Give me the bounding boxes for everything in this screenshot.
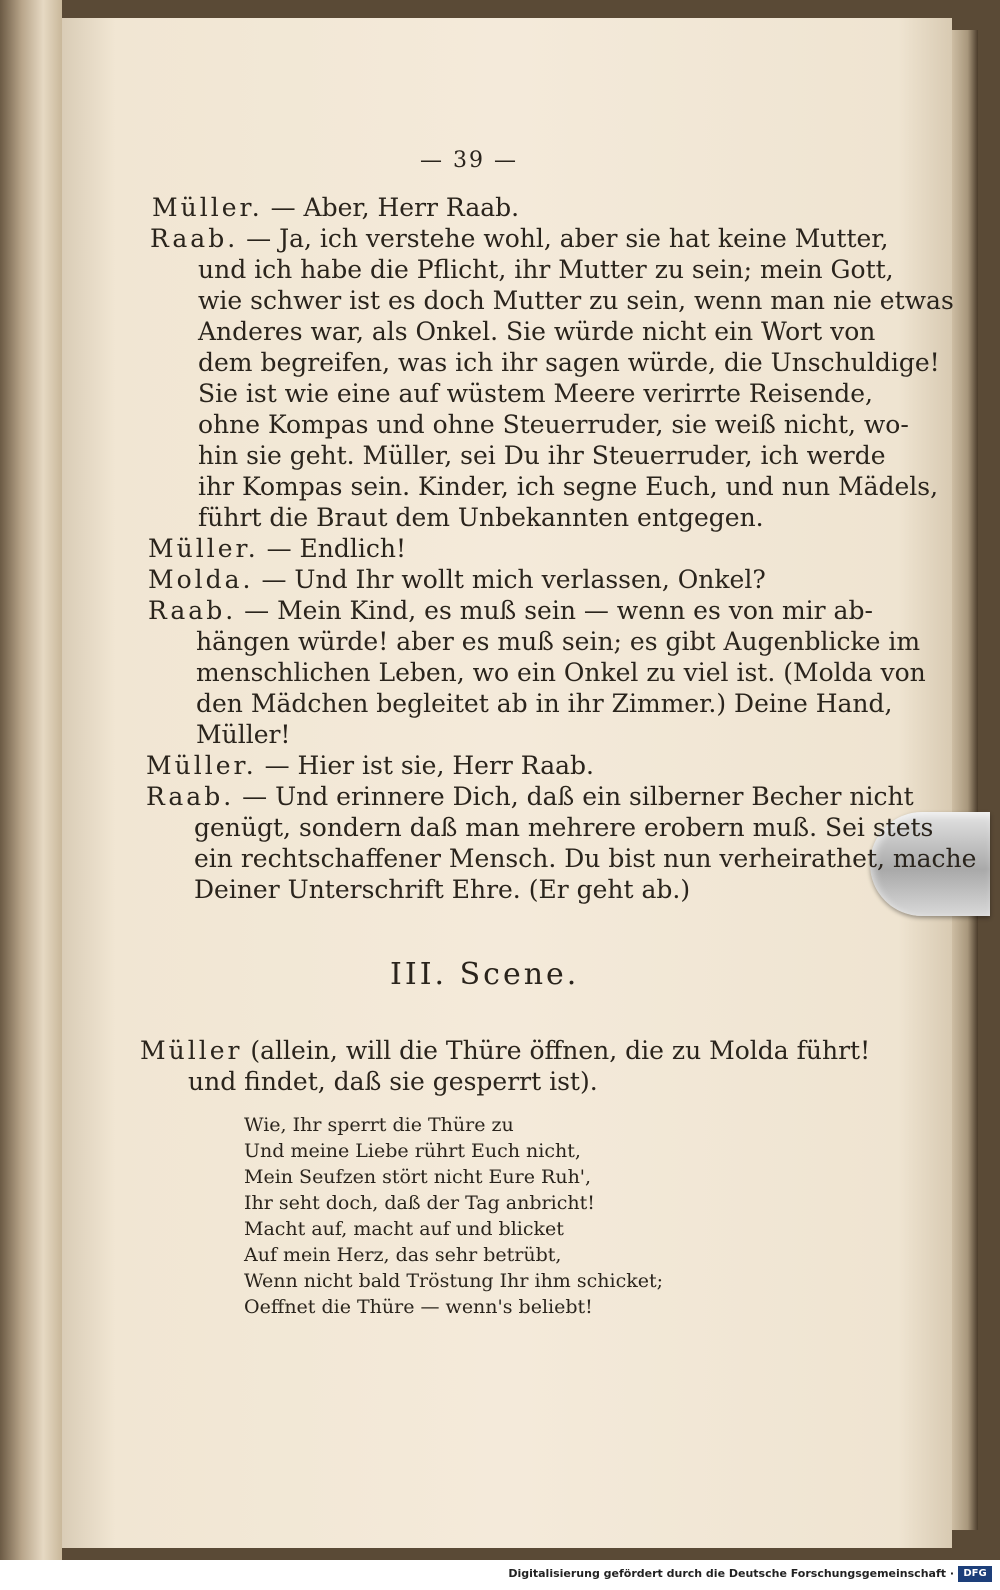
dialogue-line: Raab. — Und erinnere Dich, daß ein silberner Becher nicht (146, 782, 914, 811)
dialogue-line: Raab. — Mein Kind, es muß sein — wenn es von mir ab- (148, 596, 873, 625)
verse-line: Auf mein Herz, das sehr betrübt, (244, 1244, 562, 1266)
speaker-name: Müller. (148, 534, 259, 563)
text-line: hin sie geht. Müller, sei Du ihr Steuerruder, ich werde (198, 441, 886, 470)
dfg-logo[interactable]: DFG (958, 1566, 992, 1582)
stage-direction: Müller (allein, will die Thüre öffnen, die zu Molda führt! (140, 1036, 871, 1065)
text-line: den Mädchen begleitet ab in ihr Zimmer.) Deine Hand, (196, 689, 893, 718)
scene-heading: III. Scene. (390, 957, 580, 992)
dialogue-line: Raab. — Ja, ich verstehe wohl, aber sie hat keine Mutter, (150, 224, 889, 253)
text-line: ein rechtschaffener Mensch. Du bist nun verheirathet, mache (194, 844, 977, 873)
verse-line: Wie, Ihr sperrt die Thüre zu (244, 1114, 514, 1136)
text-line: menschlichen Leben, wo ein Onkel zu viel ist. (Molda von (196, 658, 926, 687)
dialogue-line: Müller. — Hier ist sie, Herr Raab. (146, 751, 594, 780)
text-line: führt die Braut dem Unbekannten entgegen. (198, 503, 764, 532)
text-line: genügt, sondern daß man mehrere erobern muß. Sei stets (194, 813, 934, 842)
speaker-name: Müller. (146, 751, 257, 780)
text-line: hängen würde! aber es muß sein; es gibt Augenblicke im (196, 627, 921, 656)
verse-line: Oeffnet die Thüre — wenn's beliebt! (244, 1296, 593, 1318)
dialogue-line: Müller. — Endlich! (148, 534, 407, 563)
dialogue-line: Müller. — Aber, Herr Raab. (152, 193, 520, 222)
text-line: wie schwer ist es doch Mutter zu sein, wenn man nie etwas (198, 286, 954, 315)
text-line: dem begreifen, was ich ihr sagen würde, die Unschuldige! (198, 348, 940, 377)
text-line: Deiner Unterschrift Ehre. (Er geht ab.) (194, 875, 691, 904)
page-number: — 39 — (420, 148, 518, 173)
stage-direction: und findet, daß sie gesperrt ist). (188, 1067, 598, 1096)
speaker-name: Raab. (148, 596, 237, 625)
text-line: ohne Kompas und ohne Steuerruder, sie weiß nicht, wo- (198, 410, 909, 439)
speaker-name: Raab. (150, 224, 239, 253)
verse-line: Mein Seufzen stört nicht Eure Ruh', (244, 1166, 592, 1188)
speaker-name: Molda. (148, 565, 254, 594)
speaker-name: Müller (140, 1036, 243, 1065)
text-line: Sie ist wie eine auf wüstem Meere verirrte Reisende, (198, 379, 873, 408)
speaker-name: Müller. (152, 193, 263, 222)
funding-notice: Digitalisierung gefördert durch die Deutsche Forschungsgemeinschaft · (508, 1567, 954, 1580)
dialogue-line: Molda. — Und Ihr wollt mich verlassen, Onkel? (148, 565, 766, 594)
verse-line: Und meine Liebe rührt Euch nicht, (244, 1140, 581, 1162)
footer-bar (0, 1562, 1000, 1590)
text-line: Anderes war, als Onkel. Sie würde nicht ein Wort von (198, 317, 876, 346)
speaker-name: Raab. (146, 782, 235, 811)
verse-line: Ihr seht doch, daß der Tag anbricht! (244, 1192, 595, 1214)
text-line: ihr Kompas sein. Kinder, ich segne Euch, und nun Mädels, (198, 472, 939, 501)
text-line: und ich habe die Pflicht, ihr Mutter zu sein; mein Gott, (198, 255, 894, 284)
verse-line: Wenn nicht bald Tröstung Ihr ihm schicket; (244, 1270, 664, 1292)
text-line: Müller! (196, 720, 291, 749)
verse-line: Macht auf, macht auf und blicket (244, 1218, 564, 1240)
